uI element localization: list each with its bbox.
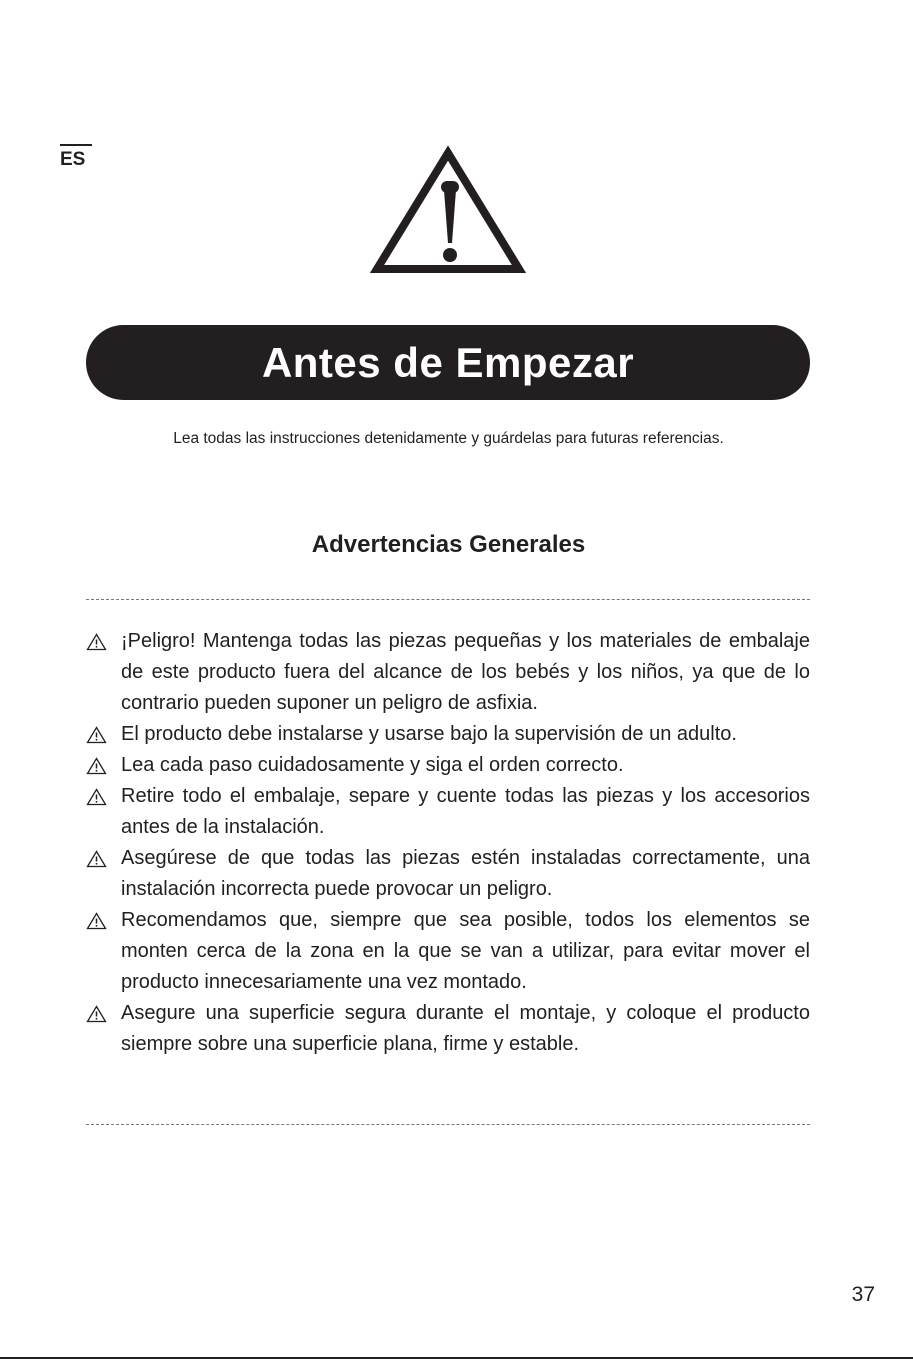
warning-text: Asegure una superficie segura durante el montaje, y coloque el producto siempre sobre una superficie plana, firme y estable. bbox=[121, 1002, 810, 1055]
page-number: 37 bbox=[851, 1283, 875, 1306]
warning-icon bbox=[86, 850, 107, 868]
warning-icon bbox=[86, 757, 107, 775]
warning-text: ¡Peligro! Mantenga todas las piezas pequeñas y los materiales de embalaje de este producto fuera del alcance de los bebés y los niños, ya que de lo contrario pueden suponer un peligro de asfixia. bbox=[121, 630, 810, 714]
warning-icon bbox=[86, 912, 107, 930]
intro-text: Lea todas las instrucciones detenidamente y guárdelas para futuras referencias. bbox=[173, 430, 724, 447]
warning-item bbox=[86, 719, 810, 750]
warning-triangle-icon bbox=[369, 144, 527, 277]
section-heading: Advertencias Generales bbox=[311, 531, 586, 558]
warning-icon bbox=[86, 726, 107, 744]
divider-bottom bbox=[86, 1124, 810, 1125]
warning-item bbox=[86, 843, 810, 905]
warning-item bbox=[86, 998, 810, 1060]
title-banner bbox=[86, 325, 810, 400]
warning-item bbox=[86, 905, 810, 998]
warning-icon bbox=[86, 788, 107, 806]
warning-icon bbox=[86, 1005, 107, 1023]
warning-text: Recomendamos que, siempre que sea posible, todos los elementos se monten cerca de la zona en la que se van a utilizar, para evitar mover el producto innecesariamente una vez montado. bbox=[121, 909, 810, 993]
warning-text: Lea cada paso cuidadosamente y siga el orden correcto. bbox=[121, 754, 624, 776]
page-title: Antes de Empezar bbox=[261, 338, 635, 386]
divider-top bbox=[86, 599, 810, 600]
warnings-list bbox=[86, 626, 810, 1060]
warning-item bbox=[86, 750, 810, 781]
warning-text: El producto debe instalarse y usarse bajo la supervisión de un adulto. bbox=[121, 723, 737, 745]
warning-item bbox=[86, 626, 810, 719]
bottom-rule bbox=[0, 1357, 913, 1359]
warning-text: Asegúrese de que todas las piezas estén instaladas correctamente, una instalación incorrecta puede provocar un peligro. bbox=[121, 847, 810, 900]
warning-text: Retire todo el embalaje, separe y cuente todas las piezas y los accesorios antes de la instalación. bbox=[121, 785, 810, 838]
warning-item bbox=[86, 781, 810, 843]
warning-icon bbox=[86, 633, 107, 651]
language-tag: ES bbox=[60, 144, 92, 170]
